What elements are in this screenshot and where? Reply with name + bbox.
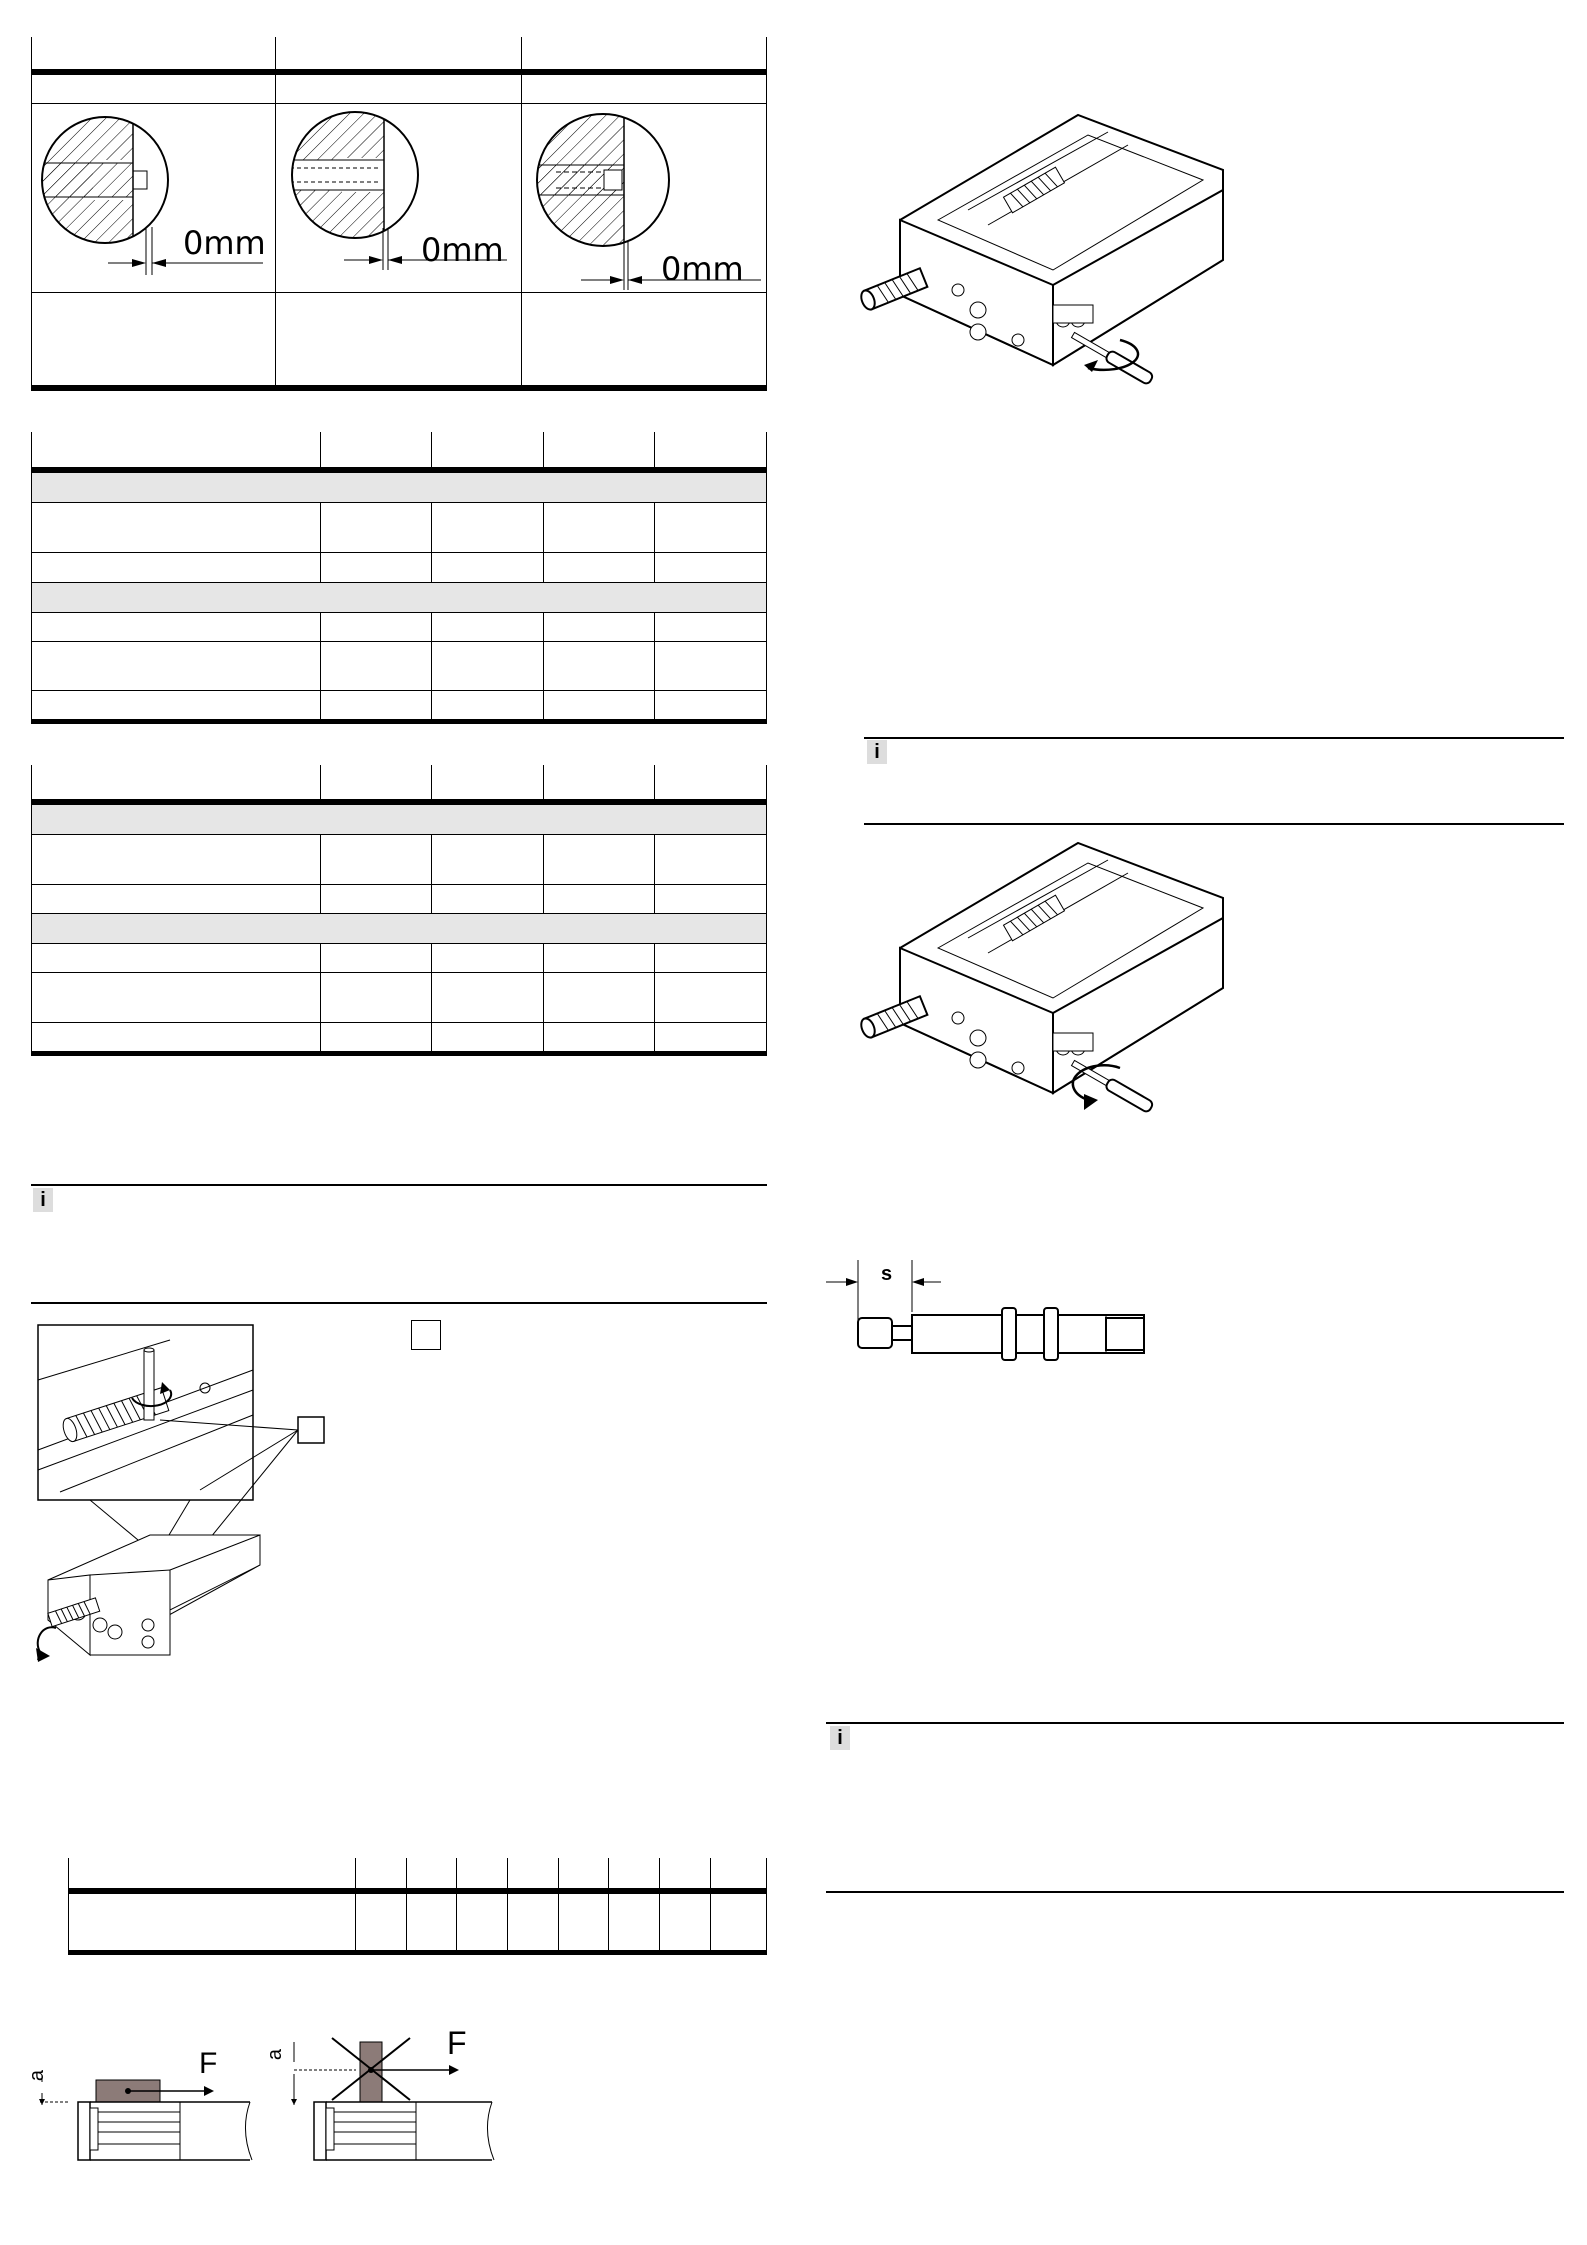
slide-unit-figure-1 — [858, 110, 1228, 410]
callout-square-top — [411, 1320, 441, 1350]
load-figure-not-allowed — [270, 2020, 510, 2170]
dim-a-right: a — [264, 2048, 287, 2061]
load-figure-allowed — [30, 2020, 260, 2170]
force-label-left: F — [199, 2047, 218, 2080]
dim-label-1: 0mm — [183, 224, 266, 262]
info-icon: i — [867, 740, 887, 764]
info-icon: i — [830, 1726, 850, 1750]
stroke-figure — [826, 1260, 1176, 1350]
force-label-right: F — [447, 2025, 467, 2061]
dim-a-left: a — [26, 2069, 49, 2082]
spindle-adjust-figure — [30, 1320, 450, 1680]
info-icon: i — [33, 1188, 53, 1212]
dim-label-2: 0mm — [421, 231, 504, 269]
stroke-label: s — [881, 1263, 893, 1285]
slide-unit-figure-2 — [858, 838, 1228, 1138]
dim-label-3: 0mm — [661, 250, 744, 288]
